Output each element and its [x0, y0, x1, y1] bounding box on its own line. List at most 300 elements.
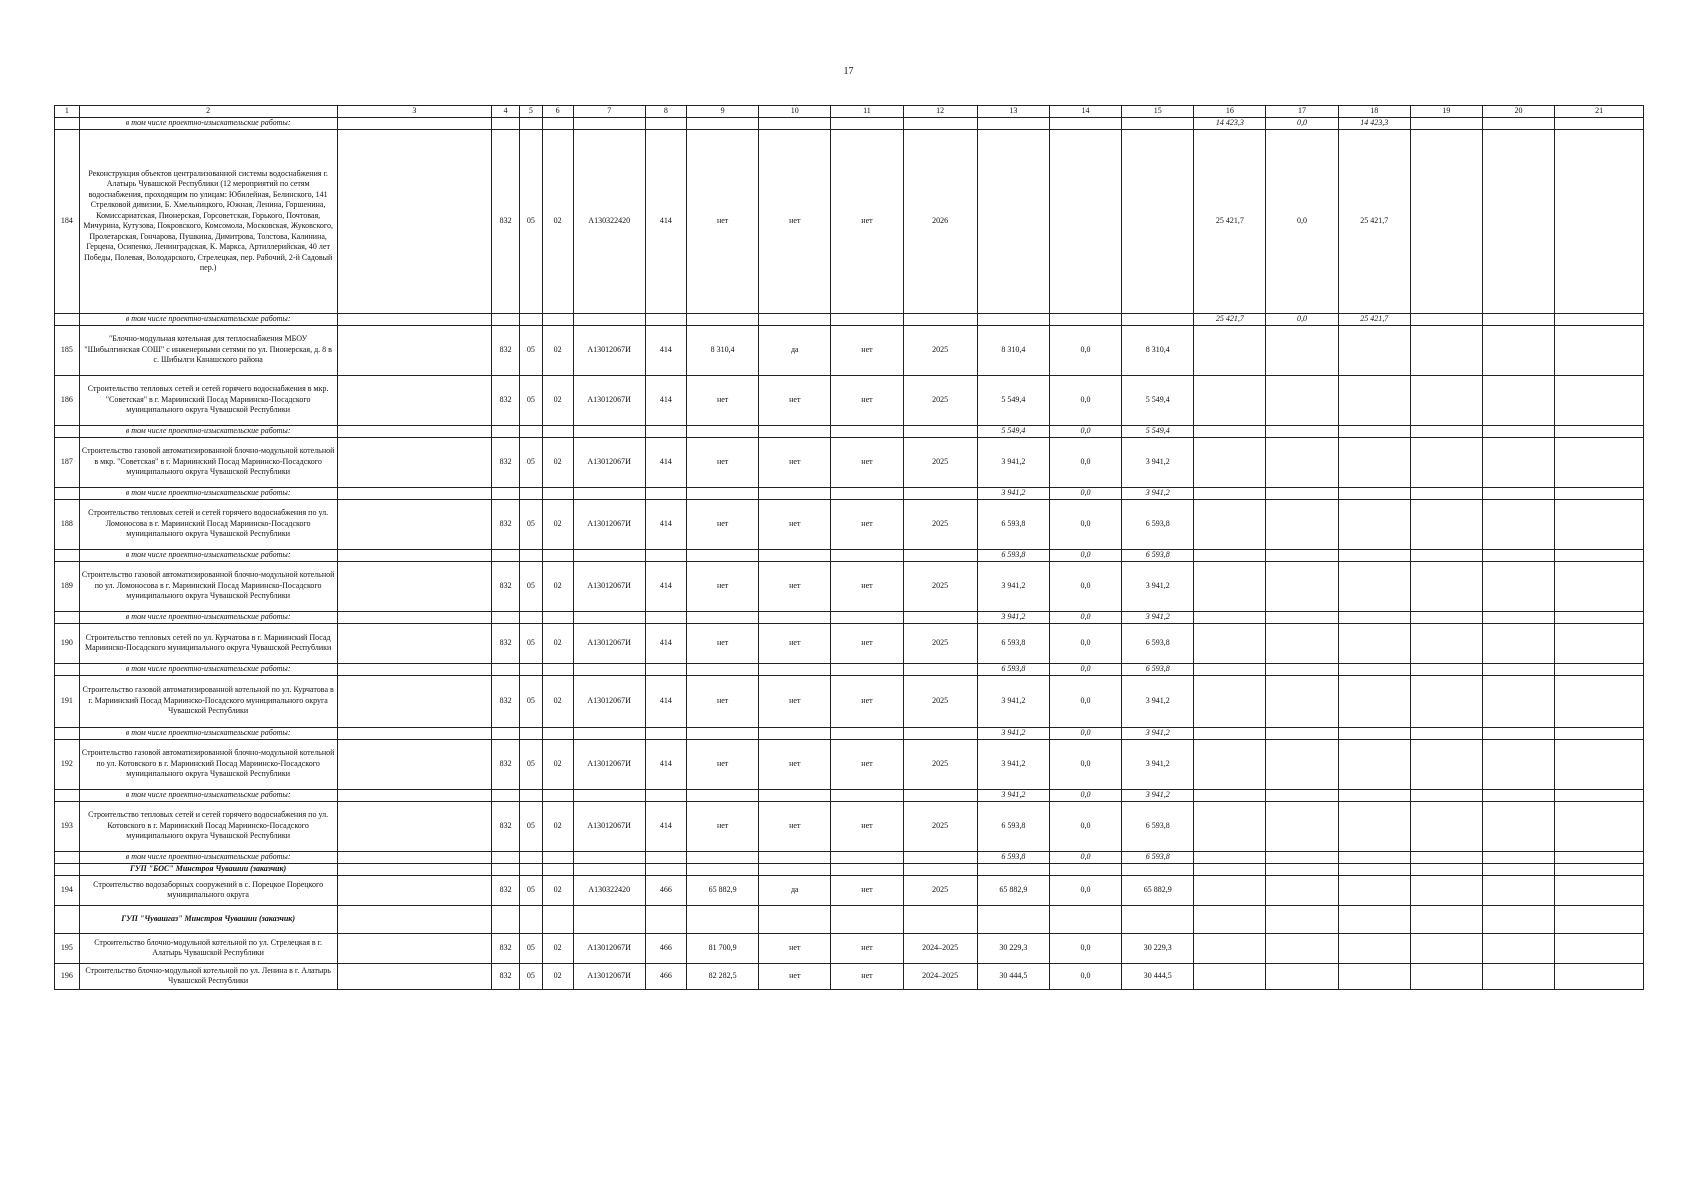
value-cell: нет [759, 437, 831, 487]
value-cell: нет [759, 739, 831, 789]
empty-cell [337, 313, 492, 325]
value-cell: 25 421,7 [1194, 129, 1266, 313]
value-cell: нет [831, 739, 903, 789]
value-cell: 05 [520, 801, 543, 851]
amount-cell: 6 593,8 [1122, 663, 1194, 675]
value-cell: 0,0 [1049, 325, 1121, 375]
empty-cell [492, 727, 520, 739]
amount-cell: 0,0 [1049, 425, 1121, 437]
value-cell: 2025 [903, 675, 977, 727]
empty-cell [520, 863, 543, 875]
value-cell: нет [759, 375, 831, 425]
amount-cell: 6 593,8 [977, 663, 1049, 675]
value-cell: А13012067И [573, 561, 645, 611]
design-works-row [55, 549, 1644, 561]
amount-cell: 0,0 [1049, 663, 1121, 675]
project-row [55, 437, 1644, 487]
row-number-cell: 192 [55, 739, 80, 789]
empty-cell [337, 425, 492, 437]
value-cell: 832 [492, 675, 520, 727]
empty-cell [492, 863, 520, 875]
project-name-cell: Строительство блочно-модульной котельной по ул. Стрелецкая в г. Алатырь Чувашской Республики [79, 933, 337, 963]
value-cell [1194, 801, 1266, 851]
empty-cell [520, 487, 543, 499]
empty-cell [337, 875, 492, 905]
amount-cell [1266, 611, 1338, 623]
empty-cell [573, 425, 645, 437]
row-number-cell [55, 663, 80, 675]
empty-cell [542, 313, 573, 325]
amount-cell: 3 941,2 [977, 727, 1049, 739]
empty-cell [1482, 675, 1554, 727]
empty-cell [1482, 375, 1554, 425]
amount-cell: 5 549,4 [1122, 425, 1194, 437]
value-cell: 05 [520, 623, 543, 663]
empty-cell [573, 851, 645, 863]
column-number-cell: 4 [492, 106, 520, 118]
empty-cell [1410, 129, 1482, 313]
value-cell: 3 941,2 [977, 739, 1049, 789]
empty-cell [1410, 905, 1482, 933]
empty-cell [337, 863, 492, 875]
investment-table [54, 105, 1644, 990]
design-works-row [55, 663, 1644, 675]
empty-cell [542, 549, 573, 561]
empty-cell [337, 129, 492, 313]
value-cell: 3 941,2 [1122, 437, 1194, 487]
empty-cell [573, 663, 645, 675]
value-cell: 2025 [903, 561, 977, 611]
value-cell: 8 310,4 [687, 325, 759, 375]
empty-cell [1555, 313, 1644, 325]
value-cell: нет [687, 801, 759, 851]
value-cell [1194, 375, 1266, 425]
amount-cell: 14 423,3 [1338, 117, 1410, 129]
row-number-cell [55, 487, 80, 499]
empty-cell [520, 727, 543, 739]
row-number-cell: 184 [55, 129, 80, 313]
design-works-label: в том числе проектно-изыскательские работы: [79, 425, 337, 437]
empty-cell [1482, 437, 1554, 487]
empty-cell [977, 863, 1049, 875]
empty-cell [759, 611, 831, 623]
project-name-cell: Строительство тепловых сетей и сетей горячего водоснабжения по ул. Котовского в г. Мариинский Посад Мариинско-Посадского муниципального округа Чувашской Республики [79, 801, 337, 851]
empty-cell [492, 789, 520, 801]
value-cell: 3 941,2 [1122, 739, 1194, 789]
value-cell: нет [759, 801, 831, 851]
value-cell: 414 [645, 499, 686, 549]
value-cell: нет [759, 129, 831, 313]
value-cell [1338, 325, 1410, 375]
empty-cell [687, 663, 759, 675]
design-works-label: в том числе проектно-изыскательские работы: [79, 117, 337, 129]
value-cell: 02 [542, 963, 573, 989]
empty-cell [1555, 727, 1644, 739]
column-number-cell: 3 [337, 106, 492, 118]
column-number-cell: 8 [645, 106, 686, 118]
value-cell: нет [831, 875, 903, 905]
empty-cell [337, 675, 492, 727]
value-cell: 414 [645, 801, 686, 851]
empty-cell [1482, 963, 1554, 989]
value-cell: А13012067И [573, 933, 645, 963]
value-cell: 2025 [903, 325, 977, 375]
design-works-label: в том числе проектно-изыскательские работы: [79, 663, 337, 675]
value-cell: 3 941,2 [977, 675, 1049, 727]
value-cell: 05 [520, 739, 543, 789]
amount-cell [1194, 425, 1266, 437]
value-cell: 414 [645, 561, 686, 611]
empty-cell [542, 487, 573, 499]
value-cell [1338, 437, 1410, 487]
value-cell: 65 882,9 [977, 875, 1049, 905]
amount-cell: 3 941,2 [977, 611, 1049, 623]
value-cell: 2025 [903, 875, 977, 905]
amount-cell [1122, 117, 1194, 129]
project-name-cell: Строительство газовой автоматизированной котельной по ул. Курчатова в г. Мариинский Посад Мариинско-Посадского муниципального округа Чувашской Республики [79, 675, 337, 727]
value-cell [1194, 623, 1266, 663]
value-cell: 0,0 [1266, 129, 1338, 313]
empty-cell [542, 863, 573, 875]
empty-cell [1555, 875, 1644, 905]
empty-cell [1482, 487, 1554, 499]
value-cell: нет [759, 675, 831, 727]
design-works-row [55, 425, 1644, 437]
empty-cell [645, 905, 686, 933]
empty-cell [1555, 675, 1644, 727]
value-cell [977, 129, 1049, 313]
empty-cell [1482, 561, 1554, 611]
empty-cell [1410, 425, 1482, 437]
value-cell: 05 [520, 437, 543, 487]
amount-cell [977, 313, 1049, 325]
empty-cell [1410, 851, 1482, 863]
value-cell: 466 [645, 933, 686, 963]
empty-cell [1049, 905, 1121, 933]
value-cell: 5 549,4 [977, 375, 1049, 425]
empty-cell [903, 611, 977, 623]
value-cell: 832 [492, 499, 520, 549]
amount-cell: 6 593,8 [1122, 549, 1194, 561]
value-cell: 414 [645, 437, 686, 487]
empty-cell [337, 325, 492, 375]
empty-cell [1410, 437, 1482, 487]
design-works-row [55, 727, 1644, 739]
row-number-cell: 187 [55, 437, 80, 487]
value-cell: 05 [520, 325, 543, 375]
empty-cell [1482, 933, 1554, 963]
empty-cell [573, 487, 645, 499]
empty-cell [1410, 933, 1482, 963]
project-row [55, 675, 1644, 727]
empty-cell [687, 425, 759, 437]
row-number-cell: 191 [55, 675, 80, 727]
empty-cell [337, 375, 492, 425]
value-cell: 2026 [903, 129, 977, 313]
amount-cell [1266, 487, 1338, 499]
empty-cell [1410, 325, 1482, 375]
empty-cell [759, 863, 831, 875]
value-cell: 6 593,8 [977, 623, 1049, 663]
value-cell: 65 882,9 [1122, 875, 1194, 905]
amount-cell [1338, 851, 1410, 863]
value-cell [1194, 561, 1266, 611]
amount-cell [1194, 611, 1266, 623]
empty-cell [831, 425, 903, 437]
empty-cell [687, 313, 759, 325]
empty-cell [1482, 663, 1554, 675]
amount-cell [1338, 727, 1410, 739]
empty-cell [903, 313, 977, 325]
row-number-cell [55, 727, 80, 739]
amount-cell [1266, 727, 1338, 739]
value-cell: 05 [520, 933, 543, 963]
value-cell: нет [831, 675, 903, 727]
empty-cell [1338, 905, 1410, 933]
empty-cell [1555, 905, 1644, 933]
row-number-cell [55, 425, 80, 437]
value-cell: да [759, 875, 831, 905]
empty-cell [903, 663, 977, 675]
project-row [55, 325, 1644, 375]
column-number-cell: 21 [1555, 106, 1644, 118]
value-cell: 832 [492, 129, 520, 313]
value-cell: нет [831, 623, 903, 663]
empty-cell [831, 117, 903, 129]
row-number-cell [55, 549, 80, 561]
amount-cell [1194, 851, 1266, 863]
project-name-cell: Строительство водозаборных сооружений в с. Порецкое Порецкого муниципального округа [79, 875, 337, 905]
empty-cell [1410, 375, 1482, 425]
empty-cell [1482, 549, 1554, 561]
amount-cell: 6 593,8 [1122, 851, 1194, 863]
amount-cell [1194, 663, 1266, 675]
empty-cell [687, 487, 759, 499]
design-works-row [55, 611, 1644, 623]
value-cell: 414 [645, 675, 686, 727]
empty-cell [1555, 663, 1644, 675]
value-cell: 414 [645, 623, 686, 663]
empty-cell [492, 313, 520, 325]
value-cell [1338, 675, 1410, 727]
empty-cell [831, 905, 903, 933]
empty-cell [573, 611, 645, 623]
empty-cell [337, 801, 492, 851]
value-cell: 02 [542, 437, 573, 487]
value-cell: 02 [542, 675, 573, 727]
column-number-cell: 17 [1266, 106, 1338, 118]
value-cell [1338, 623, 1410, 663]
empty-cell [1482, 801, 1554, 851]
value-cell: А13012067И [573, 375, 645, 425]
empty-cell [492, 851, 520, 863]
value-cell: 414 [645, 739, 686, 789]
value-cell [1194, 739, 1266, 789]
empty-cell [337, 851, 492, 863]
value-cell: 6 593,8 [977, 499, 1049, 549]
empty-cell [759, 313, 831, 325]
empty-cell [520, 313, 543, 325]
empty-cell [337, 933, 492, 963]
empty-cell [1410, 863, 1482, 875]
empty-cell [1555, 425, 1644, 437]
empty-cell [645, 863, 686, 875]
column-number-cell: 9 [687, 106, 759, 118]
empty-cell [542, 117, 573, 129]
empty-cell [831, 863, 903, 875]
value-cell: нет [687, 675, 759, 727]
amount-cell [977, 117, 1049, 129]
customer-group-row [55, 905, 1644, 933]
value-cell [1266, 437, 1338, 487]
value-cell: 832 [492, 963, 520, 989]
empty-cell [337, 789, 492, 801]
amount-cell: 25 421,7 [1338, 313, 1410, 325]
value-cell: 832 [492, 561, 520, 611]
value-cell [1338, 801, 1410, 851]
empty-cell [520, 663, 543, 675]
empty-cell [687, 851, 759, 863]
value-cell: нет [687, 499, 759, 549]
value-cell: А13012067И [573, 675, 645, 727]
empty-cell [687, 117, 759, 129]
empty-cell [1555, 561, 1644, 611]
value-cell: 6 593,8 [1122, 801, 1194, 851]
empty-cell [1555, 739, 1644, 789]
empty-cell [1122, 863, 1194, 875]
project-row [55, 129, 1644, 313]
value-cell [1194, 499, 1266, 549]
empty-cell [1410, 727, 1482, 739]
value-cell [1266, 675, 1338, 727]
value-cell: А13012067И [573, 325, 645, 375]
empty-cell [573, 905, 645, 933]
empty-cell [573, 117, 645, 129]
value-cell: 02 [542, 739, 573, 789]
value-cell: 02 [542, 801, 573, 851]
value-cell: 466 [645, 963, 686, 989]
empty-cell [542, 425, 573, 437]
value-cell: 05 [520, 129, 543, 313]
empty-cell [337, 739, 492, 789]
empty-cell [337, 499, 492, 549]
value-cell: нет [687, 561, 759, 611]
empty-cell [337, 727, 492, 739]
value-cell [1266, 561, 1338, 611]
empty-cell [1555, 375, 1644, 425]
value-cell [1266, 875, 1338, 905]
empty-cell [1410, 499, 1482, 549]
column-number-cell: 13 [977, 106, 1049, 118]
empty-cell [520, 117, 543, 129]
value-cell: 0,0 [1049, 675, 1121, 727]
value-cell: 02 [542, 129, 573, 313]
empty-cell [337, 963, 492, 989]
value-cell [1266, 375, 1338, 425]
project-row [55, 801, 1644, 851]
row-number-cell: 185 [55, 325, 80, 375]
empty-cell [1194, 905, 1266, 933]
empty-cell [492, 663, 520, 675]
value-cell: 0,0 [1049, 437, 1121, 487]
value-cell: А13012067И [573, 499, 645, 549]
column-number-cell: 18 [1338, 106, 1410, 118]
empty-cell [903, 789, 977, 801]
column-number-cell: 5 [520, 106, 543, 118]
project-row [55, 499, 1644, 549]
empty-cell [687, 727, 759, 739]
empty-cell [1555, 963, 1644, 989]
empty-cell [1410, 875, 1482, 905]
design-works-row [55, 789, 1644, 801]
column-number-cell: 15 [1122, 106, 1194, 118]
empty-cell [520, 851, 543, 863]
empty-cell [687, 549, 759, 561]
column-number-cell: 7 [573, 106, 645, 118]
row-number-cell: 190 [55, 623, 80, 663]
empty-cell [1555, 437, 1644, 487]
value-cell [1194, 963, 1266, 989]
value-cell [1194, 875, 1266, 905]
value-cell [1266, 325, 1338, 375]
empty-cell [542, 727, 573, 739]
empty-cell [1482, 623, 1554, 663]
value-cell: 02 [542, 325, 573, 375]
empty-cell [1482, 905, 1554, 933]
value-cell [1194, 933, 1266, 963]
amount-cell: 3 941,2 [1122, 487, 1194, 499]
value-cell: нет [831, 129, 903, 313]
empty-cell [903, 863, 977, 875]
empty-cell [1410, 675, 1482, 727]
value-cell: 05 [520, 675, 543, 727]
empty-cell [759, 487, 831, 499]
value-cell: 02 [542, 561, 573, 611]
value-cell: нет [687, 375, 759, 425]
empty-cell [1555, 933, 1644, 963]
empty-cell [1482, 499, 1554, 549]
empty-cell [542, 851, 573, 863]
value-cell: 0,0 [1049, 739, 1121, 789]
empty-cell [337, 487, 492, 499]
value-cell: 2025 [903, 499, 977, 549]
amount-cell [1338, 425, 1410, 437]
value-cell: 0,0 [1049, 963, 1121, 989]
value-cell: А13012067И [573, 963, 645, 989]
value-cell: 2024–2025 [903, 963, 977, 989]
empty-cell [645, 789, 686, 801]
empty-cell [337, 611, 492, 623]
value-cell: 832 [492, 801, 520, 851]
row-number-cell: 194 [55, 875, 80, 905]
value-cell [1338, 375, 1410, 425]
amount-cell [1338, 663, 1410, 675]
empty-cell [492, 487, 520, 499]
empty-cell [1410, 663, 1482, 675]
empty-cell [1410, 789, 1482, 801]
column-number-cell: 6 [542, 106, 573, 118]
value-cell: 6 593,8 [1122, 623, 1194, 663]
empty-cell [831, 663, 903, 675]
empty-cell [759, 851, 831, 863]
column-number-cell: 10 [759, 106, 831, 118]
design-works-label: в том числе проектно-изыскательские работы: [79, 851, 337, 863]
project-name-cell: Строительство тепловых сетей и сетей горячего водоснабжения в мкр. "Советская" в г. Мариинский Посад Мариинско-Посадского муниципального округа Чувашской Республики [79, 375, 337, 425]
empty-cell [1410, 963, 1482, 989]
empty-cell [1410, 561, 1482, 611]
amount-cell: 0,0 [1049, 487, 1121, 499]
empty-cell [759, 905, 831, 933]
